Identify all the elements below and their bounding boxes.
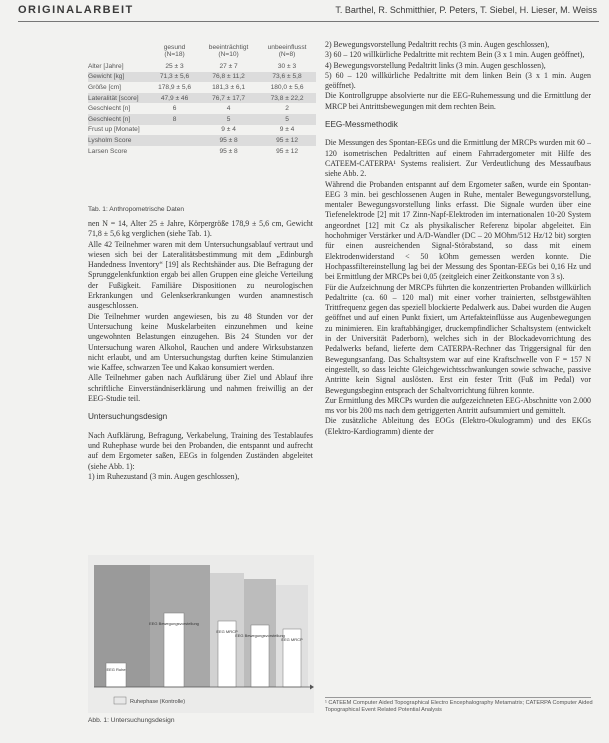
legend-swatch <box>114 697 126 704</box>
list-item: 5) 60 – 120 willkürliche Pedaltritte mit dem linken Bein (3 x 1 min. Augen geöffnet). <box>325 70 591 91</box>
row-label: Lateralität [score] <box>88 93 150 104</box>
list-item: 4) Bewegungsvorstellung Pedaltritt links (3 min. Augen geschlossen), <box>325 60 546 70</box>
legend-label: Ruhephase (Kontrolle) <box>130 699 186 705</box>
table-row <box>88 125 316 136</box>
row-label: Lysholm Score <box>88 135 150 146</box>
table-cell: 180,0 ± 5,6 <box>270 83 304 91</box>
paragraph: nen N = 14, Alter 25 ± Jahre, Körpergröße 178,9 ± 5,6 cm, Gewicht 71,8 ± 5,6 kg verglichen (siehe Tab. 1). <box>88 219 313 239</box>
row-label: Gewicht [kg] <box>88 72 150 83</box>
table-cell: 30 ± 3 <box>277 62 297 70</box>
footnote-rule <box>325 697 591 698</box>
table-cell <box>150 146 199 157</box>
table-cell: 95 ± 12 <box>276 147 299 155</box>
table-row <box>88 82 316 93</box>
table-cell: 178,9 ± 5,6 <box>158 83 192 91</box>
list-item: 1) im Ruhezustand (3 min. Augen geschlossen), <box>88 471 240 481</box>
table-row <box>88 114 316 125</box>
left-text-column <box>88 219 313 482</box>
row-label: Frust up [Monate] <box>88 126 140 134</box>
row-label: Geschlecht [n] <box>88 105 131 113</box>
footnote: ¹ CATEEM Computer Aided Topographical Electro Encephalography Metamatrix; CATERPA Computer Aided Topographical Event Related Potential Analysis <box>325 700 593 713</box>
figure-caption: Abb. 1: Untersuchungsdesign <box>88 717 175 724</box>
table-cell: 6 <box>172 105 177 113</box>
section-heading-design: Untersuchungsdesign <box>88 412 168 422</box>
table-cell: 5 <box>258 114 316 125</box>
paragraph: Während die Probanden entspannt auf dem Ergometer saßen, wurde ein Spontan-EEG 3 min. bei geschlossenen Augen in Ruhe, mentaler Bewegungsvorstellung, mentaler Bewegungsvorstellung links erfasst. Die Signale wurden über eine Tiefenelektrode [2] mit 17 Zinn-Napf-Elektroden im internationalen 10-20 System angeordnet [12] mit Cz als physikalischer Referenz bipolar abgeleitet. Ein hochohmiger Verstärker und A/D-Wandler (DC – 20 MOhm/512 Hz/12 bit) sorgten für einen ausreichenden Signal-Störabstand, so dass mit einem Elektrodenwiderstand < 50 kOhm gemessen werden konnte. Die Hochpassfiltereinstellung lag bei der Messung des Spontan-EEGs bei 0,16 Hz und bei Ermittlung der MRCPs bei 0,05 (zeitgleich einer Zeitkonstante von 3 s). <box>325 179 591 282</box>
table-cell: 9 ± 4 <box>279 126 295 134</box>
table-header-group-3: unbeeinflusst (N=8) <box>267 44 307 58</box>
table-header-row <box>88 44 316 61</box>
stage-label-mrcp-right: EEG MRCP <box>216 629 238 634</box>
stage-label-rest: EEG Ruhe <box>106 667 126 672</box>
table-cell: 73,8 ± 22,2 <box>258 93 316 104</box>
table-cell: 4 <box>226 105 231 113</box>
study-design-diagram <box>88 555 314 713</box>
table-cell: 95 ± 8 <box>219 147 238 155</box>
right-text-column <box>325 40 591 437</box>
table-cell: 76,8 ± 11,2 <box>199 72 258 83</box>
table-cell: 5 <box>199 114 258 125</box>
paragraph: Alle Teilnehmer gaben nach Aufklärung über Ziel und Ablauf ihre schriftliche Einverständniserklärung und nahmen freiwillig an der EEG-Studie teil. <box>88 373 313 404</box>
paragraph: Die Kontrollgruppe absolvierte nur die EEG-Ruhemessung und die Ermittlung der MRCP bei Antrittsbewegungen mit dem rechten Bein. <box>325 91 591 111</box>
table-cell: 71,3 ± 5,6 <box>150 72 199 83</box>
table-cell <box>150 135 199 146</box>
table-row <box>88 103 316 114</box>
paragraph: Die Messungen des Spontan-EEGs und die Ermittlung der MRCPs wurden mit 60 – 120 isometrischen Pedaltritten auf einem Fahrradergometer mit Hilfe des CATEEM-CATERPA¹ Systems realisiert. Zur Verdeutlichung des Messaufbaus siehe Abb. 2. <box>325 138 591 179</box>
section-heading-eeg: EEG-Messmethodik <box>325 120 398 130</box>
row-label: Geschlecht [n] <box>88 114 150 125</box>
row-label: Larsen Score <box>88 147 128 155</box>
table-cell: 8 <box>150 114 199 125</box>
table-row <box>88 72 316 83</box>
table-cell: 2 <box>285 105 289 113</box>
row-label: Größe [cm] <box>88 83 121 91</box>
paragraph: Für die Aufzeichnung der MRCPs führten die konzentrierten Probanden willkürlich Pedaltritte (ca. 60 – 120 mal) mit einer vorher trainierten, selbstgewählten Trittfrequenz gegen das speziell blockierte Pedalwerk aus. Dabei wurden die Augen geöffnet und auf einen Punkt fixiert, um Artefakteinflüsse aus Augenbewegungen zu minimieren. Ein kraftabhängiger, druckempfindlicher Schaltsystem (entwickelt in der Universität Paderborn), welches sich in der Blockadevorrichtung des Pedalwerks befand, lieferte dem CATERPA-Rechner das Triggersignal für den Bewegungsanfang. Das Schaltsystem war auf eine Kraftschwelle von F = 157 N eingestellt, so dass leichte Gleichgewichtsschwankungen sowie schwache, passive Antritte kein Signal auslösten. Erst ein fester Tritt (Fuß im Pedal) vor Bewegungsbeginn entsprach der Schaltvorrichtung führen konnte. <box>325 282 591 395</box>
table-row <box>88 146 316 157</box>
stage-label-imagine-right: EEG Bewegungsvorstellung <box>149 621 199 626</box>
paragraph: Die zusätzliche Ableitung des EOGs (Elektro-Okulogramm) und des EKGs (Elektro-Kardiogramm) diente der <box>325 416 591 436</box>
table-cell: 95 ± 8 <box>199 135 258 146</box>
table-cell: 47,9 ± 46 <box>150 93 199 104</box>
table-row <box>88 61 316 72</box>
table-cell: 73,6 ± 5,8 <box>258 72 316 83</box>
journal-section-label: ORIGINALARBEIT <box>18 4 134 16</box>
stage-label-mrcp-left: EEG MRCP <box>281 637 303 642</box>
data-table <box>88 44 316 156</box>
row-label: Alter [Jahre] <box>88 62 124 70</box>
table-cell: 181,3 ± 6,1 <box>212 83 246 91</box>
table-caption: Tab. 1: Anthropometrische Daten <box>88 206 185 213</box>
author-list: T. Barthel, R. Schmitthier, P. Peters, T. Siebel, H. Lieser, M. Weiss <box>335 5 597 15</box>
table-cell: 25 ± 3 <box>165 62 184 70</box>
table-cell <box>150 125 199 136</box>
table-row <box>88 93 316 104</box>
anthropometric-table <box>88 44 316 156</box>
paragraph: Die Teilnehmer wurden angewiesen, bis zu 48 Stunden vor der Untersuchung keine Muskelarbeiten einzunehmen und keine ungewohnten Belastungen einzugehen. Bis 24 Stunden vor der Untersuchung waren Alkohol, Rauchen und andere Wirksubstanzen nicht erlaubt, und am Untersuchungstag durften keine Stimulanzien wie Kaffee, schwarzen Tee und Kakao konsumiert werden. <box>88 311 313 373</box>
table-cell: 76,7 ± 17,7 <box>199 93 258 104</box>
table-header-group-1: gesund (N=18) <box>163 44 186 58</box>
list-item: 2) Bewegungsvorstellung Pedaltritt rechts (3 min. Augen geschlossen), <box>325 40 550 49</box>
list-item: 3) 60 – 120 willkürliche Pedaltritte mit rechtem Bein (3 x 1 min. Augen geöffnet), <box>325 50 585 60</box>
table-header-group-2: beeinträchtigt (N=10) <box>208 44 249 58</box>
paragraph: Nach Aufklärung, Befragung, Verkabelung, Training des Testablaufes und Ruhephase wurde bei den Probanden, die entspannt und aufrecht auf dem Ergometer saßen, EEGs in folgenden Zuständen abgeleitet (siehe Abb. 1): <box>88 430 313 471</box>
table-header-empty <box>88 44 150 61</box>
table-cell: 95 ± 12 <box>258 135 316 146</box>
stage-label-imagine-left: EEG Bewegungsvorstellung <box>235 633 285 638</box>
table-cell: 27 ± 7 <box>219 62 238 70</box>
table-cell: 9 ± 4 <box>221 126 236 134</box>
paragraph: Zur Ermittlung des MRCPs wurden die aufgezeichneten EEG-Abschnitte von 2.000 ms vor bis 200 ms nach dem getriggerten Antritt aufsummiert und gemittelt. <box>325 395 591 416</box>
paragraph: Alle 42 Teilnehmer waren mit dem Untersuchungsablauf vertraut und wiesen sich bei der Lateralitätsbestimmung mit dem „Edinburgh Handedness Inventory“ [19] als Rechtshänder aus. Die Befragung der Sprunggelenkfunktion ergab bei allen Gruppen eine gleiche Verteilung der Fußigkeit. Familiäre Dispositionen zu neurologischen Erkrankungen und Gelenkserkrankungen wurden anamnestisch ausgeschlossen. <box>88 239 313 311</box>
header-rule <box>18 21 599 22</box>
table-row <box>88 135 316 146</box>
